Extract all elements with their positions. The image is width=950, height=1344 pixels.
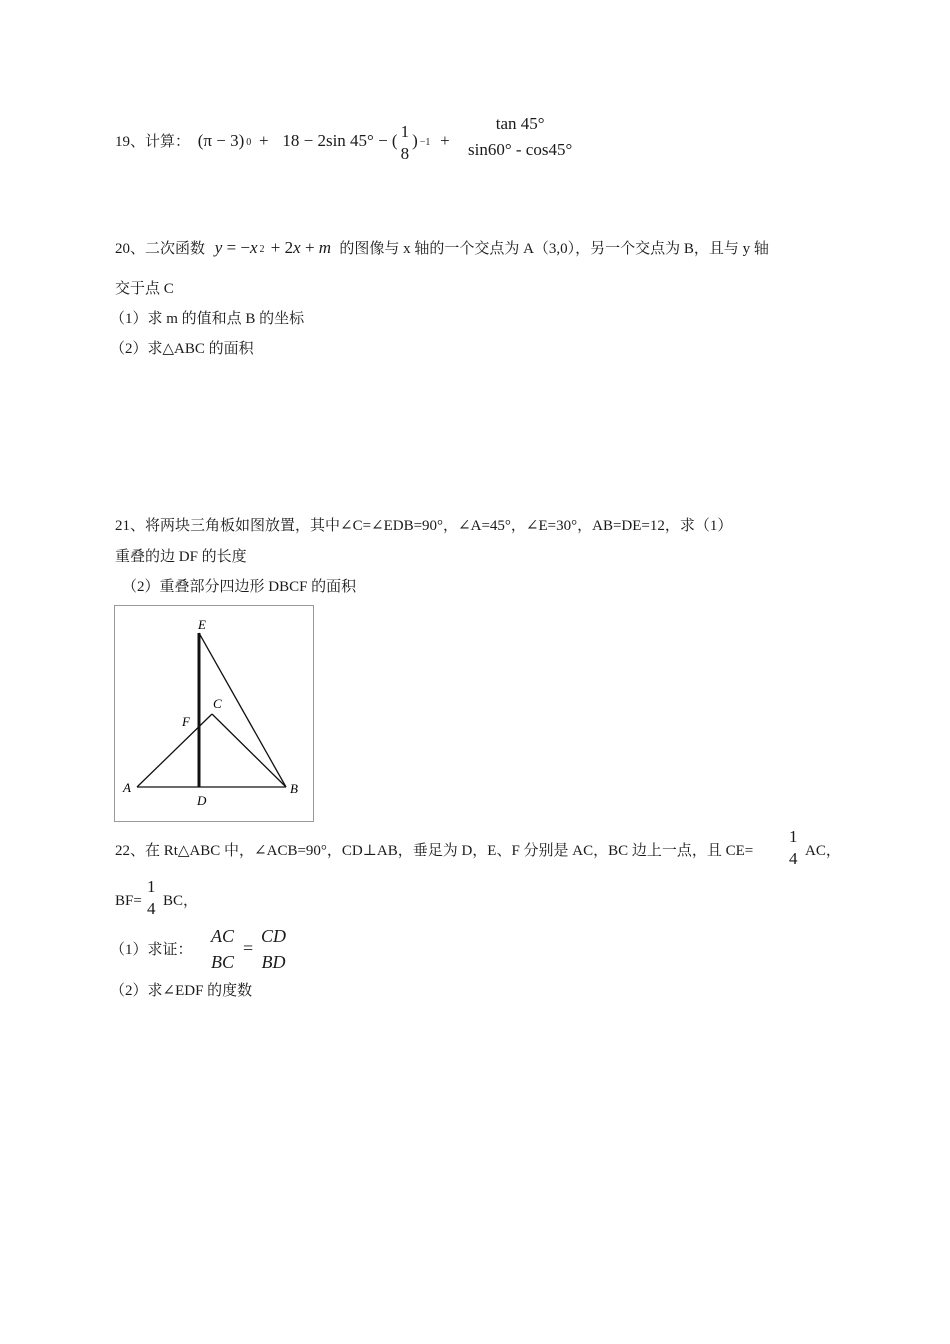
q19-plus-2: +: [440, 131, 450, 150]
q20-func-y: y: [214, 238, 223, 257]
q19-trig-fraction: [468, 113, 572, 161]
q22-right-ratio: [259, 923, 288, 975]
q22-part-2: （2）求∠EDF 的度数: [110, 983, 253, 999]
q19-trig-denominator: sin60° - cos45°: [468, 140, 573, 159]
label-D: D: [197, 793, 207, 808]
question-22-line-1: [115, 841, 753, 861]
q19-eighth-denominator: 8: [400, 143, 410, 163]
label-F: F: [182, 714, 190, 729]
q22-right-numerator: CD: [261, 926, 287, 946]
q20-func-rest1: + 2: [266, 238, 294, 257]
q22-left-numerator: AC: [211, 926, 235, 946]
q19-prefix: 19、计算：: [115, 134, 191, 150]
q22-equals: =: [243, 938, 254, 958]
q22-ce-fraction: [787, 826, 800, 870]
q22-right-denominator: BD: [261, 952, 286, 972]
q19-eighth-numerator: 1: [400, 121, 410, 141]
q22-ce-denominator: 4: [789, 849, 798, 868]
q20-function: [215, 238, 336, 257]
q19-trig-numerator: tan 45°: [495, 114, 545, 133]
q19-expr-a-exponent: 0: [246, 137, 252, 148]
label-A: A: [123, 780, 131, 795]
q22-bf-tail: BC，: [163, 893, 199, 909]
q19-expr-a: (π − 3): [197, 131, 245, 150]
q22-bf-fraction: [145, 876, 158, 920]
q22-bf-denominator: 4: [147, 899, 156, 918]
triangle-diagram: [115, 606, 313, 821]
q19-close-paren: ): [412, 131, 418, 150]
q22-part-1-label: （1）求证：: [110, 942, 193, 958]
q22-left-ratio: [209, 923, 236, 975]
question-21-part-2: （2）重叠部分四边形 DBCF 的面积: [122, 579, 357, 595]
q22-ce-numerator: 1: [789, 827, 798, 846]
q19-expr-b: 18 − 2sin 45° − (: [282, 131, 398, 150]
q22-left-denominator: BC: [211, 952, 235, 972]
question-19: [115, 118, 454, 164]
q19-expr-b-exponent: −1: [419, 137, 431, 148]
q20-func-m: m: [318, 238, 332, 257]
q22-bf-head: BF=: [115, 893, 142, 909]
question-20-part-2: （2）求△ABC 的面积: [110, 341, 254, 357]
triangle-figure: [114, 605, 314, 822]
q22-text: 22、在 Rt△ABC 中，∠ACB=90°，CD⊥AB，垂足为 D，E、F 分别是 AC，BC 边上一点，且 CE=: [115, 843, 754, 859]
q20-text-1: 的图像与 x 轴的一个交点为 A（3,0），另一个交点为 B，且与 y 轴: [339, 241, 769, 257]
q19-eighth-fraction: [399, 121, 412, 165]
question-20-line-1: [115, 238, 769, 261]
question-21-line-2: 重叠的边 DF 的长度: [115, 549, 247, 565]
label-C: C: [213, 696, 222, 711]
q20-func-x2: x: [293, 238, 301, 257]
question-20-line-2: 交于点 C: [115, 281, 174, 297]
q22-bf-numerator: 1: [147, 877, 156, 896]
q20-func-rest2: +: [300, 238, 319, 257]
q20-func-x: x: [250, 238, 258, 257]
q22-ce-tail: AC，: [805, 843, 841, 859]
q20-prefix: 20、二次函数: [115, 241, 206, 257]
segment-CB: [212, 714, 286, 787]
label-B: B: [290, 781, 298, 796]
segment-AC: [137, 714, 212, 787]
question-21-line-1: 21、将两块三角板如图放置，其中∠C=∠EDB=90°，∠A=45°，∠E=30°，AB=DE=12，求（1）: [115, 518, 733, 534]
q20-func-eq: = −: [222, 238, 250, 257]
q19-plus-1: +: [259, 131, 269, 150]
q20-func-exp: 2: [259, 244, 265, 255]
label-E: E: [198, 617, 206, 632]
question-20-part-1: （1）求 m 的值和点 B 的坐标: [110, 311, 305, 327]
